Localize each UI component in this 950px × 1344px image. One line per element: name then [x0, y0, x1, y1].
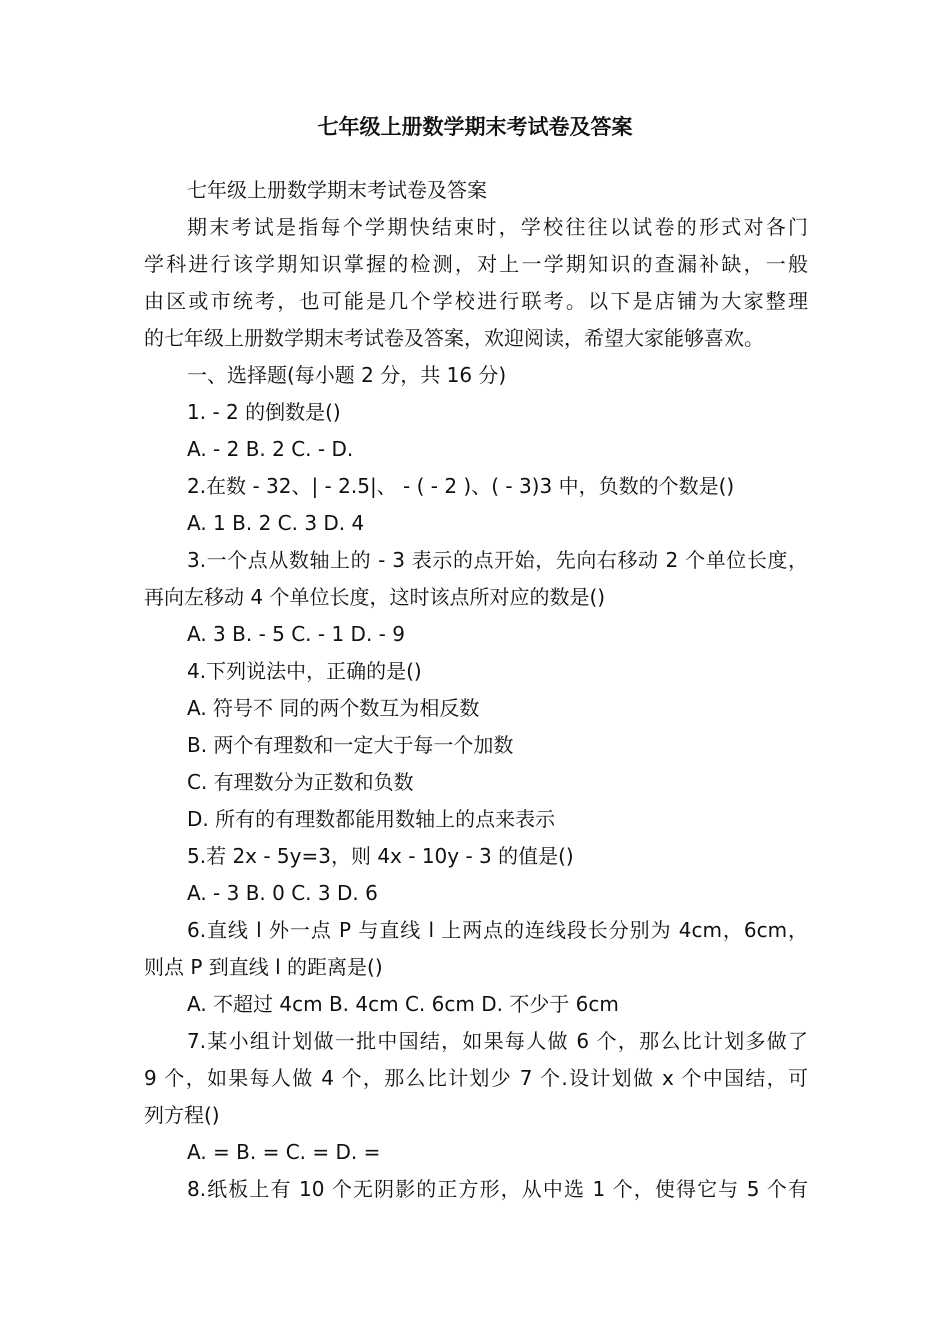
text-line: 8.纸板上有 10 个无阴影的正方形，从中选 1 个，使得它与 5 个有: [187, 1177, 808, 1201]
text-line: 6.直线 l 外一点 P 与直线 l 上两点的连线段长分别为 4cm，6cm，: [187, 918, 808, 942]
text-line: 的七年级上册数学期末考试卷及答案，欢迎阅读，希望大家能够喜欢。: [144, 326, 764, 350]
text-line: 再向左移动 4 个单位长度，这时该点所对应的数是(): [144, 585, 606, 609]
text-line: 列方程(): [144, 1103, 220, 1127]
text-line: 7.某小组计划做一批中国结，如果每人做 6 个，那么比计划多做了: [187, 1029, 808, 1053]
text-line: 1. - 2 的倒数是(): [187, 400, 341, 424]
text-line: A. = B. = C. = D. =: [187, 1140, 381, 1164]
text-line: A. 符号不 同的两个数互为相反数: [187, 696, 480, 720]
text-line: D. 所有的有理数都能用数轴上的点来表示: [187, 807, 556, 831]
text-line: 学科进行该学期知识掌握的检测，对上一学期知识的查漏补缺，一般: [144, 252, 808, 276]
document-title: 七年级上册数学期末考试卷及答案: [317, 115, 633, 139]
text-line: 七年级上册数学期末考试卷及答案: [187, 178, 487, 202]
text-line: A. 3 B. - 5 C. - 1 D. - 9: [187, 622, 405, 646]
text-line: A. 不超过 4cm B. 4cm C. 6cm D. 不少于 6cm: [187, 992, 619, 1016]
document-body: [144, 172, 808, 1208]
text-line: 5.若 2x - 5y=3，则 4x - 10y - 3 的值是(): [187, 844, 574, 868]
text-line: A. - 2 B. 2 C. - D.: [187, 437, 354, 461]
text-line: 2.在数 - 32、| - 2.5|、 - ( - 2 )、( - 3)3 中，负数的个数是(): [187, 474, 735, 498]
text-line: A. 1 B. 2 C. 3 D. 4: [187, 511, 365, 535]
text-line: 由区或市统考，也可能是几个学校进行联考。以下是店铺为大家整理: [144, 289, 808, 313]
text-line: C. 有理数分为正数和负数: [187, 770, 414, 794]
text-line: 期末考试是指每个学期快结束时，学校往往以试卷的形式对各门: [187, 215, 808, 239]
text-line: A. - 3 B. 0 C. 3 D. 6: [187, 881, 378, 905]
text-line: 则点 P 到直线 l 的距离是(): [144, 955, 383, 979]
text-line: 3.一个点从数轴上的 - 3 表示的点开始，先向右移动 2 个单位长度，: [187, 548, 808, 572]
text-line: 4.下列说法中，正确的是(): [187, 659, 422, 683]
text-line: 9 个，如果每人做 4 个，那么比计划少 7 个.设计划做 x 个中国结，可: [144, 1066, 808, 1090]
text-line: B. 两个有理数和一定大于每一个加数: [187, 733, 514, 757]
text-line: 一、选择题(每小题 2 分，共 16 分): [187, 363, 507, 387]
